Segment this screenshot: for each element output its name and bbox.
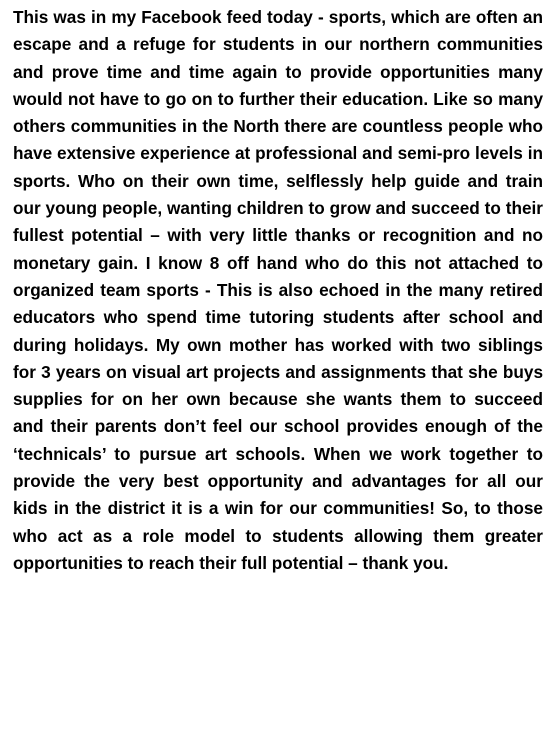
body-paragraph: This was in my Facebook feed today - sports, which are often an escape and a refuge for students in our northern communities and prove time and time again to provide opportunities many would not have to go on to further their education. Like so many others communities in the North there are countless people who have extensive experience at professional and semi-pro levels in sports. Who on their own time, selflessly help guide and train our young people, wanting children to grow and succeed to their fullest potential – with very little thanks or recognition and no monetary gain. I know 8 off hand who do this not attached to organized team sports - This is also echoed in the many retired educators who spend time tutoring students after school and during holidays. My own mother has worked with two siblings for 3 years on visual art projects and assignments that she buys supplies for on her own because she wants them to succeed and their parents don’t feel our school provides enough of the ‘technicals’ to pursue art schools. When we work together to provide the very best opportunity and advantages for all our kids in the district it is a win for our communities! So, to those who act as a role model to students allowing them greater opportunities to reach their full potential – thank you.: [13, 7, 543, 573]
document-body: [13, 4, 543, 577]
